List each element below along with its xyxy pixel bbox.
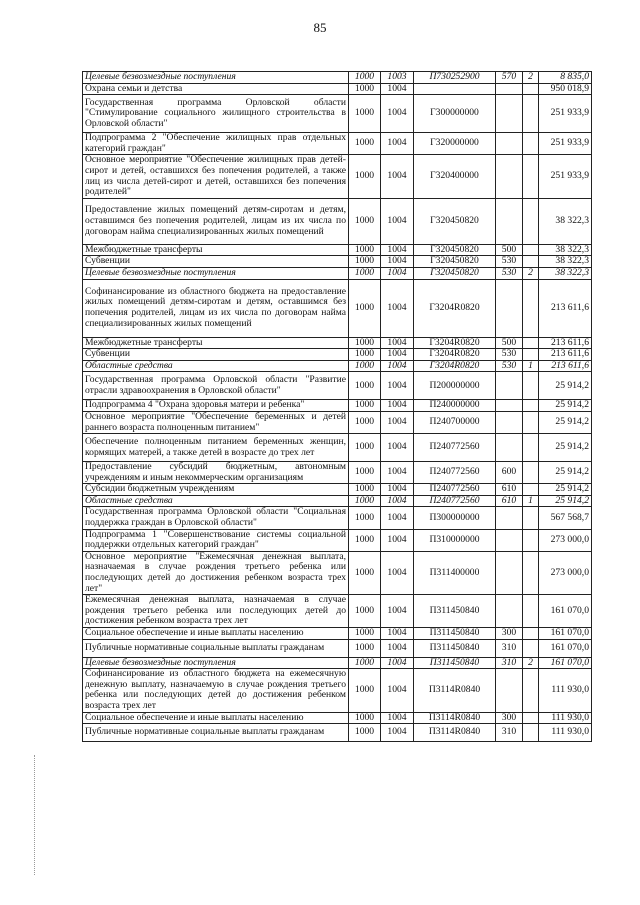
table-row (83, 244, 592, 256)
row-source-cell (523, 669, 539, 712)
row-target-article-cell: Г320400000 (414, 155, 496, 198)
row-target-article-cell: П240772560 (414, 462, 496, 484)
row-section-cell: 1000 (349, 267, 381, 279)
row-amount-cell: 25 914,2 (539, 372, 592, 400)
row-section-cell: 1000 (349, 551, 381, 594)
row-target-article-cell: Г3204R0820 (414, 349, 496, 361)
row-source-cell (523, 198, 539, 244)
row-subsection-cell: 1004 (381, 434, 414, 462)
row-section-cell: 1000 (349, 507, 381, 529)
table-row (83, 495, 592, 507)
row-target-article-cell: Г320450820 (414, 198, 496, 244)
table-row (83, 639, 592, 657)
row-target-article-cell: П240772560 (414, 484, 496, 496)
binding-mark (34, 755, 35, 875)
row-amount-cell: 161 070,0 (539, 595, 592, 628)
row-subsection-cell: 1004 (381, 337, 414, 349)
row-section-cell: 1000 (349, 495, 381, 507)
row-subsection-cell: 1004 (381, 712, 414, 724)
row-expense-type-cell (496, 551, 523, 594)
row-expense-type-cell: 530 (496, 349, 523, 361)
row-source-cell: 1 (523, 360, 539, 372)
table-row (83, 434, 592, 462)
row-name-cell: Основное мероприятие "Обеспечение жилищных прав детей-сирот и детей, оставшихся без попечения родителей, а также лиц из числа детей-сирот и детей, оставшихся без попечения родителей" (83, 155, 349, 198)
row-source-cell (523, 551, 539, 594)
row-target-article-cell (414, 83, 496, 95)
row-section-cell: 1000 (349, 669, 381, 712)
row-source-cell (523, 712, 539, 724)
row-expense-type-cell: 310 (496, 657, 523, 669)
row-expense-type-cell (496, 155, 523, 198)
row-subsection-cell: 1004 (381, 400, 414, 412)
row-subsection-cell: 1004 (381, 411, 414, 433)
row-amount-cell: 567 568,7 (539, 507, 592, 529)
table-row (83, 657, 592, 669)
row-name-cell: Целевые безвозмездные поступления (83, 267, 349, 279)
row-amount-cell: 38 322,3 (539, 198, 592, 244)
table-row (83, 462, 592, 484)
row-name-cell: Основное мероприятие "Ежемесячная денежная выплата, назначаемая в случае рождения третьего ребенка или последующих детей до достижения ребенком возраста трех лет" (83, 551, 349, 594)
row-name-cell: Подпрограмма 4 "Охрана здоровья матери и ребенка" (83, 400, 349, 412)
table-row (83, 337, 592, 349)
row-amount-cell: 38 322,3 (539, 256, 592, 268)
row-name-cell: Субвенции (83, 256, 349, 268)
row-target-article-cell: П3114R0840 (414, 669, 496, 712)
row-source-cell (523, 279, 539, 337)
row-section-cell: 1000 (349, 411, 381, 433)
row-source-cell (523, 507, 539, 529)
row-amount-cell: 251 933,9 (539, 95, 592, 133)
row-amount-cell: 213 611,6 (539, 349, 592, 361)
row-section-cell: 1000 (349, 72, 381, 84)
row-subsection-cell: 1004 (381, 669, 414, 712)
page-number: 85 (313, 20, 327, 35)
row-subsection-cell: 1004 (381, 349, 414, 361)
row-subsection-cell: 1004 (381, 529, 414, 551)
row-source-cell: 2 (523, 72, 539, 84)
row-section-cell: 1000 (349, 434, 381, 462)
row-source-cell (523, 484, 539, 496)
table-row (83, 507, 592, 529)
row-name-cell: Государственная программа Орловской области "Развитие отрасли здравоохранения в Орловской области" (83, 372, 349, 400)
row-subsection-cell: 1003 (381, 72, 414, 84)
row-section-cell: 1000 (349, 400, 381, 412)
row-amount-cell: 251 933,9 (539, 155, 592, 198)
row-expense-type-cell (496, 400, 523, 412)
row-target-article-cell: Г3204R0820 (414, 279, 496, 337)
row-expense-type-cell (496, 198, 523, 244)
row-target-article-cell: П240000000 (414, 400, 496, 412)
row-name-cell: Подпрограмма 1 "Совершенствование системы социальной поддержки отдельных категорий граждан" (83, 529, 349, 551)
table-row (83, 83, 592, 95)
table-row (83, 669, 592, 712)
row-target-article-cell: П240700000 (414, 411, 496, 433)
row-section-cell: 1000 (349, 279, 381, 337)
row-name-cell: Предоставление субсидий бюджетным, автономным учреждениям и иным некоммерческим организациям (83, 462, 349, 484)
row-expense-type-cell (496, 595, 523, 628)
row-target-article-cell: Г320450820 (414, 244, 496, 256)
row-subsection-cell: 1004 (381, 595, 414, 628)
row-amount-cell: 111 930,0 (539, 724, 592, 742)
row-source-cell (523, 529, 539, 551)
row-section-cell: 1000 (349, 639, 381, 657)
row-source-cell: 1 (523, 495, 539, 507)
row-name-cell: Государственная программа Орловской области "Социальная поддержка граждан в Орловской области" (83, 507, 349, 529)
row-source-cell (523, 256, 539, 268)
row-amount-cell: 251 933,9 (539, 133, 592, 155)
row-target-article-cell: Г320450820 (414, 256, 496, 268)
row-expense-type-cell (496, 372, 523, 400)
row-subsection-cell: 1004 (381, 279, 414, 337)
row-target-article-cell: П311400000 (414, 551, 496, 594)
row-amount-cell: 213 611,6 (539, 360, 592, 372)
row-section-cell: 1000 (349, 657, 381, 669)
row-name-cell: Публичные нормативные социальные выплаты гражданам (83, 724, 349, 742)
row-expense-type-cell: 300 (496, 712, 523, 724)
table-row (83, 628, 592, 640)
row-source-cell (523, 95, 539, 133)
table-row (83, 529, 592, 551)
row-target-article-cell: П3114R0840 (414, 712, 496, 724)
row-expense-type-cell: 570 (496, 72, 523, 84)
row-section-cell: 1000 (349, 628, 381, 640)
table-row (83, 372, 592, 400)
row-name-cell: Областные средства (83, 495, 349, 507)
row-name-cell: Субсидии бюджетным учреждениям (83, 484, 349, 496)
table-row (83, 411, 592, 433)
row-source-cell: 2 (523, 267, 539, 279)
row-amount-cell: 38 322,3 (539, 267, 592, 279)
table-row (83, 724, 592, 742)
table-row (83, 279, 592, 337)
table-row (83, 400, 592, 412)
row-target-article-cell: П311450840 (414, 639, 496, 657)
row-subsection-cell: 1004 (381, 198, 414, 244)
row-source-cell (523, 83, 539, 95)
row-name-cell: Обеспечение полноценным питанием беременных женщин, кормящих матерей, а также детей в возрасте до трех лет (83, 434, 349, 462)
row-expense-type-cell: 310 (496, 724, 523, 742)
row-section-cell: 1000 (349, 372, 381, 400)
row-target-article-cell: П3114R0840 (414, 724, 496, 742)
row-name-cell: Субвенции (83, 349, 349, 361)
row-subsection-cell: 1004 (381, 256, 414, 268)
row-source-cell (523, 411, 539, 433)
table-row (83, 551, 592, 594)
row-amount-cell: 111 930,0 (539, 712, 592, 724)
row-target-article-cell: Г320000000 (414, 133, 496, 155)
row-amount-cell: 25 914,2 (539, 434, 592, 462)
row-amount-cell: 950 018,9 (539, 83, 592, 95)
row-target-article-cell: П311450840 (414, 657, 496, 669)
row-expense-type-cell: 530 (496, 360, 523, 372)
row-amount-cell: 25 914,2 (539, 495, 592, 507)
table-row (83, 360, 592, 372)
row-expense-type-cell (496, 95, 523, 133)
table-row (83, 155, 592, 198)
row-target-article-cell: П200000000 (414, 372, 496, 400)
row-expense-type-cell: 530 (496, 267, 523, 279)
row-section-cell: 1000 (349, 155, 381, 198)
row-section-cell: 1000 (349, 95, 381, 133)
row-expense-type-cell (496, 529, 523, 551)
row-expense-type-cell: 500 (496, 337, 523, 349)
row-source-cell (523, 628, 539, 640)
row-subsection-cell: 1004 (381, 83, 414, 95)
table-row (83, 72, 592, 84)
row-section-cell: 1000 (349, 484, 381, 496)
row-amount-cell: 213 611,6 (539, 337, 592, 349)
row-target-article-cell: П311450840 (414, 628, 496, 640)
row-target-article-cell: Г3204R0820 (414, 360, 496, 372)
row-amount-cell: 273 000,0 (539, 551, 592, 594)
row-amount-cell: 25 914,2 (539, 400, 592, 412)
row-source-cell (523, 372, 539, 400)
row-subsection-cell: 1004 (381, 267, 414, 279)
row-target-article-cell: Г300000000 (414, 95, 496, 133)
row-source-cell (523, 434, 539, 462)
row-name-cell: Социальное обеспечение и иные выплаты населению (83, 712, 349, 724)
table-row (83, 133, 592, 155)
row-amount-cell: 8 835,0 (539, 72, 592, 84)
row-amount-cell: 25 914,2 (539, 484, 592, 496)
row-source-cell (523, 595, 539, 628)
row-source-cell (523, 337, 539, 349)
row-source-cell (523, 349, 539, 361)
row-section-cell: 1000 (349, 712, 381, 724)
row-source-cell (523, 400, 539, 412)
row-expense-type-cell: 600 (496, 462, 523, 484)
row-section-cell: 1000 (349, 529, 381, 551)
row-subsection-cell: 1004 (381, 484, 414, 496)
row-target-article-cell: П240772560 (414, 495, 496, 507)
row-subsection-cell: 1004 (381, 495, 414, 507)
row-expense-type-cell: 310 (496, 639, 523, 657)
row-source-cell (523, 133, 539, 155)
row-subsection-cell: 1004 (381, 95, 414, 133)
row-section-cell: 1000 (349, 462, 381, 484)
row-subsection-cell: 1004 (381, 639, 414, 657)
row-subsection-cell: 1004 (381, 657, 414, 669)
table-row (83, 95, 592, 133)
row-expense-type-cell (496, 669, 523, 712)
row-section-cell: 1000 (349, 724, 381, 742)
row-name-cell: Областные средства (83, 360, 349, 372)
table-row (83, 349, 592, 361)
row-name-cell: Софинансирование из областного бюджета на предоставление жилых помещений детям-сиротам и детям, оставшимся без попечения родителей, лицам из их числа по договорам найма специализированных жилых помещений (83, 279, 349, 337)
row-amount-cell: 161 070,0 (539, 639, 592, 657)
row-name-cell: Подпрограмма 2 "Обеспечение жилищных прав отдельных категорий граждан" (83, 133, 349, 155)
budget-table-body (83, 72, 592, 742)
budget-table (82, 71, 592, 742)
row-target-article-cell: П310000000 (414, 529, 496, 551)
table-row (83, 267, 592, 279)
row-name-cell: Предоставление жилых помещений детям-сиротам и детям, оставшимся без попечения родителей, лицам из их числа по договорам найма специализированных жилых помещений (83, 198, 349, 244)
row-expense-type-cell (496, 507, 523, 529)
row-name-cell: Государственная программа Орловской области "Стимулирование социального жилищного строительства в Орловской области" (83, 95, 349, 133)
row-source-cell: 2 (523, 657, 539, 669)
row-section-cell: 1000 (349, 198, 381, 244)
row-source-cell (523, 462, 539, 484)
row-name-cell: Социальное обеспечение и иные выплаты населению (83, 628, 349, 640)
table-row (83, 198, 592, 244)
row-name-cell: Межбюджетные трансферты (83, 337, 349, 349)
row-name-cell: Основное мероприятие "Обеспечение беременных и детей раннего возраста полноценным питанием" (83, 411, 349, 433)
row-subsection-cell: 1004 (381, 507, 414, 529)
row-amount-cell: 273 000,0 (539, 529, 592, 551)
row-section-cell: 1000 (349, 256, 381, 268)
row-amount-cell: 111 930,0 (539, 669, 592, 712)
row-subsection-cell: 1004 (381, 244, 414, 256)
row-name-cell: Охрана семьи и детства (83, 83, 349, 95)
table-row (83, 256, 592, 268)
row-source-cell (523, 244, 539, 256)
row-amount-cell: 25 914,2 (539, 462, 592, 484)
row-subsection-cell: 1004 (381, 133, 414, 155)
row-section-cell: 1000 (349, 337, 381, 349)
row-name-cell: Межбюджетные трансферты (83, 244, 349, 256)
row-expense-type-cell (496, 133, 523, 155)
row-section-cell: 1000 (349, 595, 381, 628)
row-subsection-cell: 1004 (381, 551, 414, 594)
row-expense-type-cell (496, 411, 523, 433)
row-section-cell: 1000 (349, 360, 381, 372)
row-expense-type-cell: 530 (496, 256, 523, 268)
row-expense-type-cell: 610 (496, 484, 523, 496)
row-source-cell (523, 724, 539, 742)
row-amount-cell: 161 070,0 (539, 628, 592, 640)
row-subsection-cell: 1004 (381, 462, 414, 484)
row-section-cell: 1000 (349, 349, 381, 361)
row-amount-cell: 213 611,6 (539, 279, 592, 337)
row-expense-type-cell: 610 (496, 495, 523, 507)
row-target-article-cell: Г3204R0820 (414, 337, 496, 349)
row-expense-type-cell: 500 (496, 244, 523, 256)
row-section-cell: 1000 (349, 133, 381, 155)
row-target-article-cell: П311450840 (414, 595, 496, 628)
row-amount-cell: 25 914,2 (539, 411, 592, 433)
row-section-cell: 1000 (349, 244, 381, 256)
row-subsection-cell: 1004 (381, 628, 414, 640)
row-name-cell: Софинансирование из областного бюджета на ежемесячную денежную выплату, назначаемую в случае рождения третьего ребенка или последующих детей до достижения ребенком возраста трех лет (83, 669, 349, 712)
row-target-article-cell: П300000000 (414, 507, 496, 529)
table-row (83, 484, 592, 496)
row-target-article-cell: Г320450820 (414, 267, 496, 279)
row-subsection-cell: 1004 (381, 372, 414, 400)
row-name-cell: Целевые безвозмездные поступления (83, 657, 349, 669)
row-amount-cell: 38 322,3 (539, 244, 592, 256)
row-expense-type-cell: 300 (496, 628, 523, 640)
table-row (83, 712, 592, 724)
row-expense-type-cell (496, 83, 523, 95)
row-target-article-cell: П240772560 (414, 434, 496, 462)
row-subsection-cell: 1004 (381, 360, 414, 372)
row-name-cell: Ежемесячная денежная выплата, назначаемая в случае рождения третьего ребенка или последующих детей до достижения ребенком возраста трех лет (83, 595, 349, 628)
row-expense-type-cell (496, 434, 523, 462)
row-name-cell: Целевые безвозмездные поступления (83, 72, 349, 84)
row-section-cell: 1000 (349, 83, 381, 95)
row-amount-cell: 161 070,0 (539, 657, 592, 669)
row-expense-type-cell (496, 279, 523, 337)
table-row (83, 595, 592, 628)
row-source-cell (523, 155, 539, 198)
row-subsection-cell: 1004 (381, 724, 414, 742)
row-subsection-cell: 1004 (381, 155, 414, 198)
row-name-cell: Публичные нормативные социальные выплаты гражданам (83, 639, 349, 657)
row-source-cell (523, 639, 539, 657)
row-target-article-cell: П730252900 (414, 72, 496, 84)
